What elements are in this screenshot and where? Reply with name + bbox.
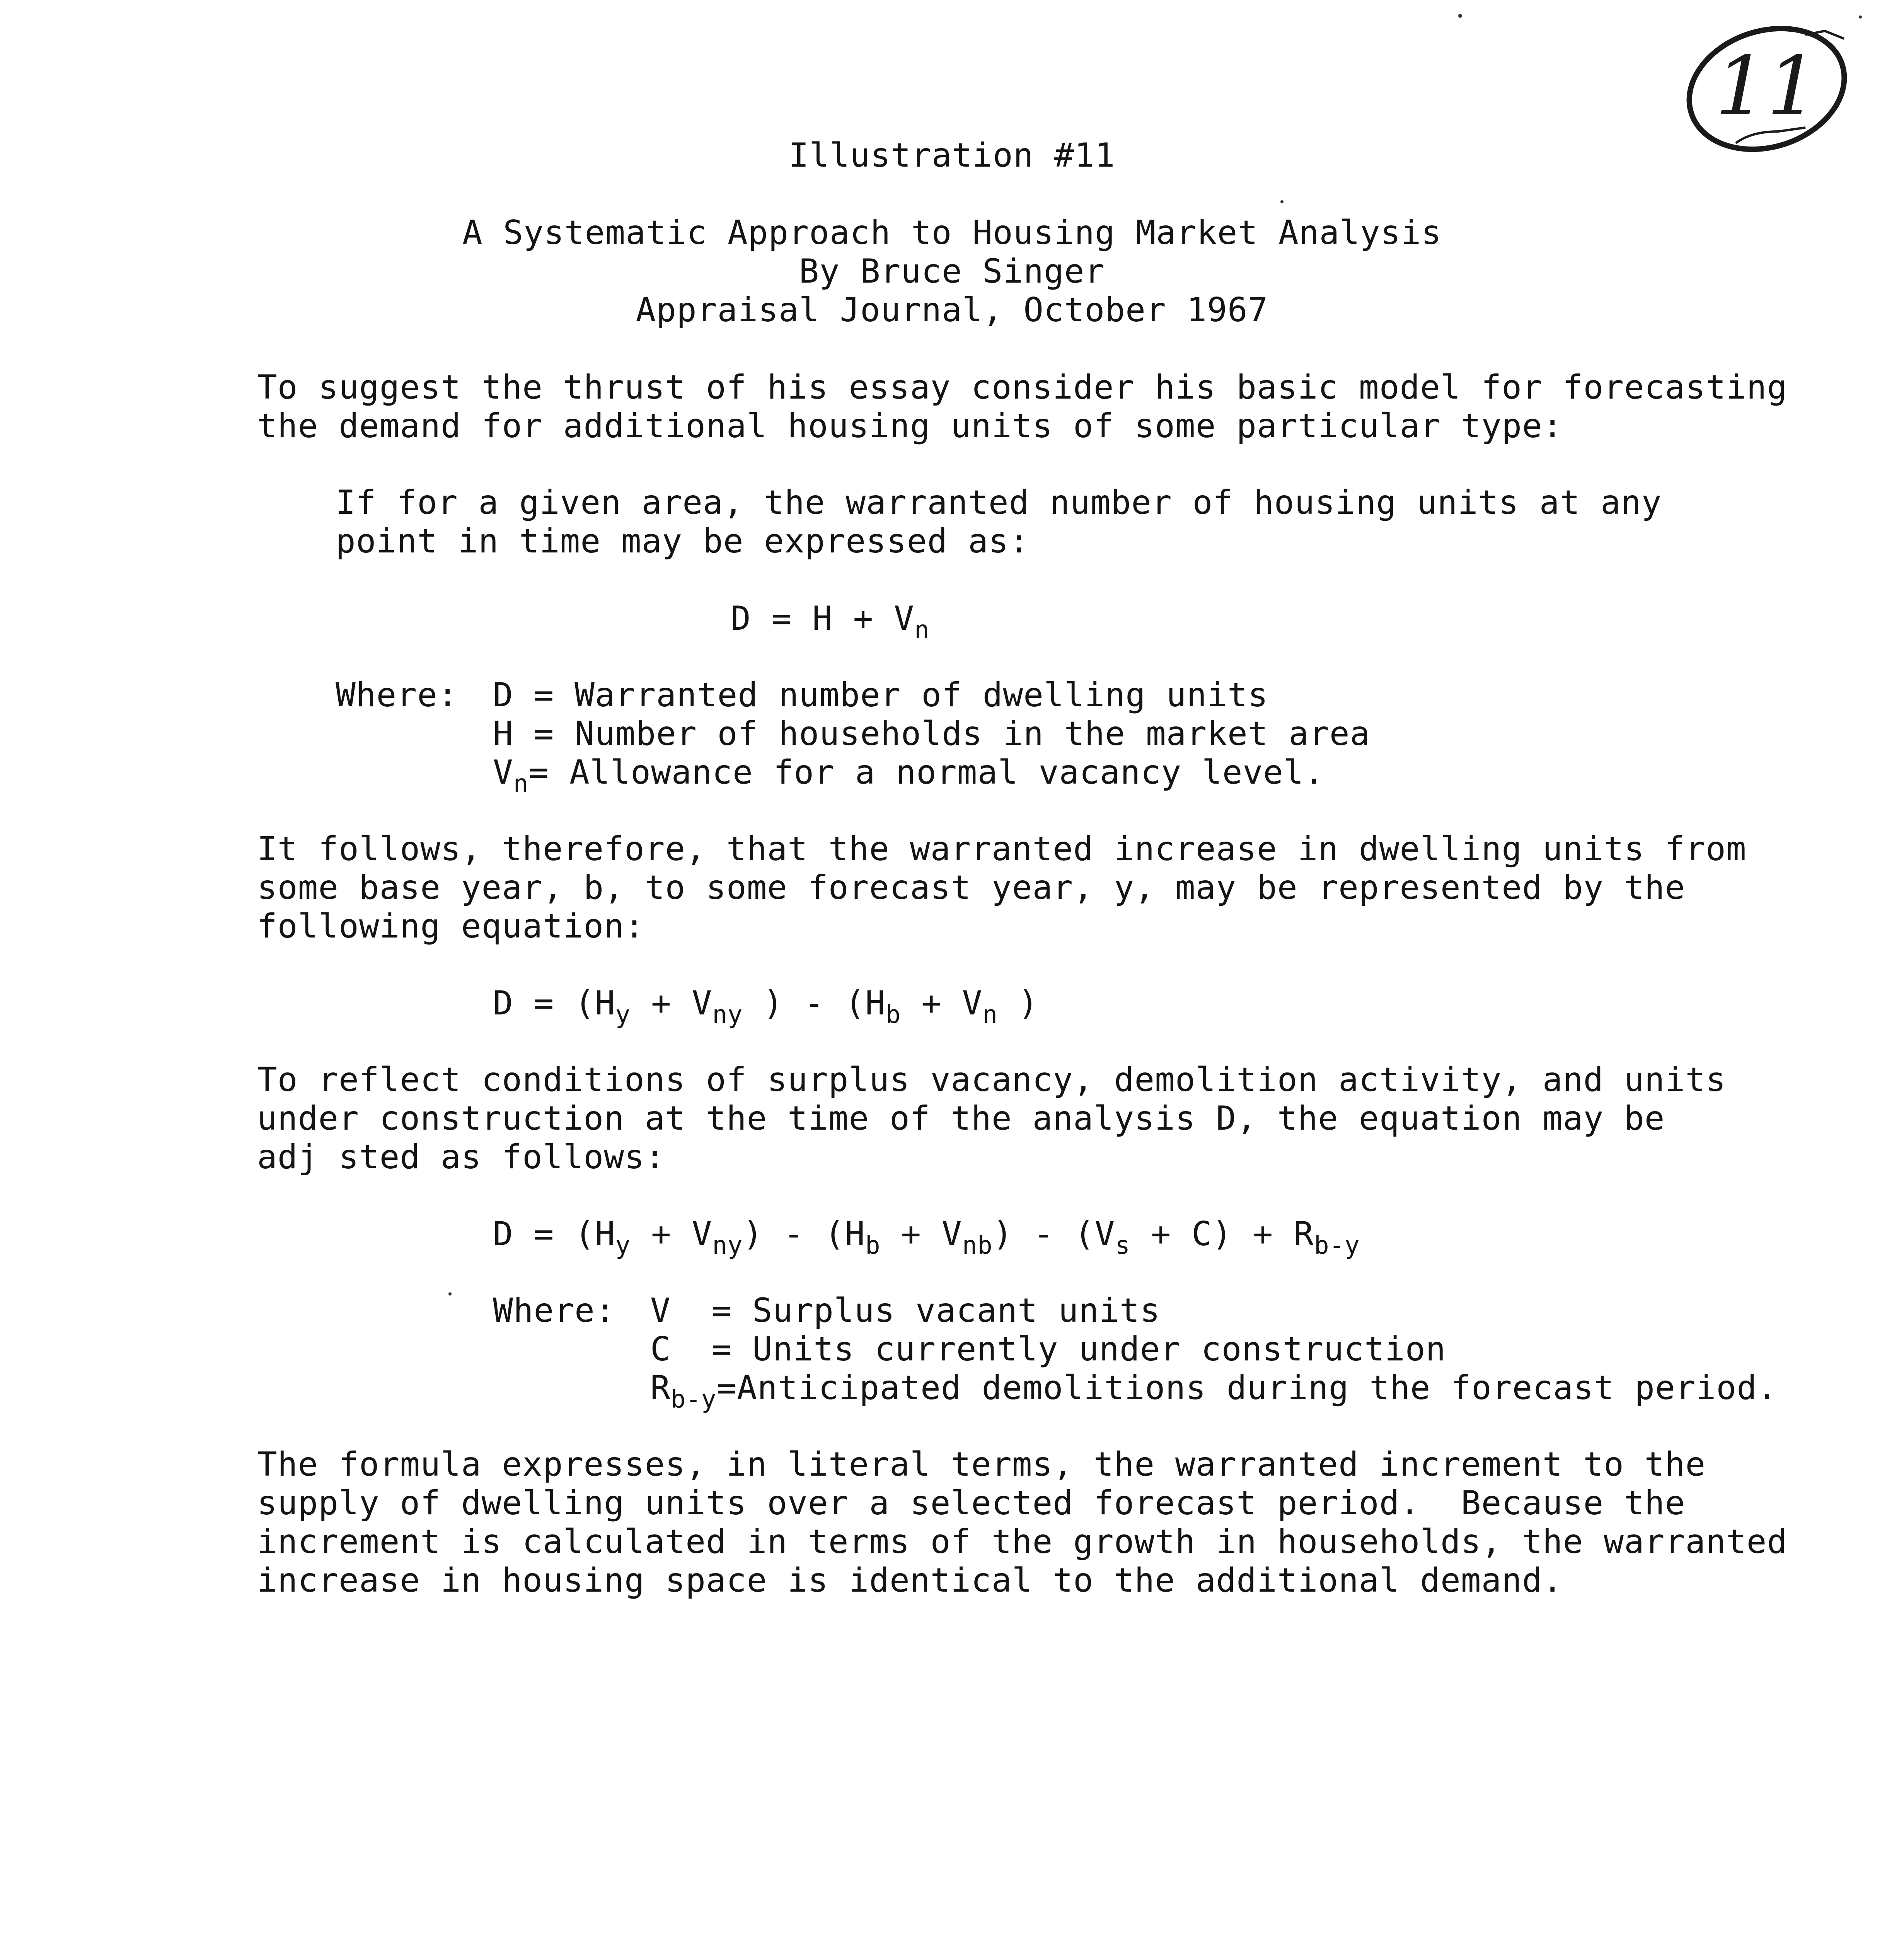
eq2-subscript: n bbox=[982, 1001, 998, 1029]
scan-speck bbox=[448, 1292, 452, 1295]
scan-speck bbox=[1280, 200, 1284, 203]
equation-increase bbox=[493, 984, 1039, 1029]
eq3-part: ) - (V bbox=[992, 1215, 1115, 1253]
eq3-part: + C) + R bbox=[1130, 1215, 1314, 1253]
conclusion-line-3: increment is calculated in terms of the growth in households, the warranted bbox=[257, 1522, 1788, 1561]
document-author: By Bruce Singer bbox=[799, 252, 1105, 291]
definition-r-symbol: R bbox=[650, 1369, 671, 1407]
definition-c: C = Units currently under construction bbox=[650, 1330, 1446, 1369]
eq3-part: + V bbox=[631, 1215, 713, 1253]
definition-vn-symbol: V bbox=[493, 753, 513, 792]
eq2-part: D = (H bbox=[493, 984, 615, 1023]
definition-v: V = Surplus vacant units bbox=[650, 1291, 1161, 1330]
intro-line-2: the demand for additional housing units of some particular type: bbox=[257, 407, 1563, 445]
follows-line-2: some base year, b, to some forecast year, y, may be represented by the bbox=[257, 868, 1686, 907]
conclusion-line-4: increase in housing space is identical to the additional demand. bbox=[257, 1561, 1563, 1600]
definition-d: D = Warranted number of dwelling units bbox=[493, 676, 1268, 714]
eq3-part: + V bbox=[880, 1215, 962, 1253]
follows-line-1: It follows, therefore, that the warranted increase in dwelling units from bbox=[257, 830, 1747, 868]
equation-adjusted bbox=[493, 1215, 1360, 1260]
eq3-part: D = (H bbox=[493, 1215, 615, 1253]
definition-vn bbox=[493, 753, 1324, 798]
document-source: Appraisal Journal, October 1967 bbox=[636, 291, 1268, 329]
scan-speck bbox=[1458, 14, 1462, 18]
eq2-subscript: y bbox=[615, 1001, 631, 1029]
follows-line-3: following equation: bbox=[257, 907, 645, 946]
eq3-subscript: nb bbox=[962, 1231, 993, 1260]
definition-vn-text: = Allowance for a normal vacancy level. bbox=[528, 753, 1324, 792]
eq3-subscript: b-y bbox=[1314, 1231, 1360, 1260]
eq2-part: + V bbox=[901, 984, 983, 1023]
conclusion-line-2: supply of dwelling units over a selected forecast period. Because the bbox=[257, 1484, 1686, 1522]
eq2-subscript: b bbox=[885, 1001, 901, 1029]
equation-basic bbox=[731, 599, 930, 644]
reflect-line-1: To reflect conditions of surplus vacancy, demolition activity, and units bbox=[257, 1060, 1726, 1099]
eq2-part: ) - (H bbox=[743, 984, 886, 1023]
document-title: A Systematic Approach to Housing Market Analysis bbox=[462, 213, 1442, 252]
equation-basic-main: D = H + V bbox=[731, 599, 914, 638]
eq3-subscript: ny bbox=[712, 1231, 743, 1260]
definition-vn-subscript: n bbox=[513, 770, 529, 798]
where-label-2: Where: bbox=[493, 1291, 615, 1330]
eq2-part: ) bbox=[997, 984, 1039, 1023]
definition-r bbox=[650, 1369, 1778, 1414]
eq3-subscript: y bbox=[615, 1231, 631, 1260]
definition-h: H = Number of households in the market area bbox=[493, 714, 1370, 753]
eq3-subscript: b bbox=[865, 1231, 881, 1260]
conclusion-line-1: The formula expresses, in literal terms, the warranted increment to the bbox=[257, 1445, 1706, 1484]
premise-line-1: If for a given area, the warranted number of housing units at any bbox=[336, 483, 1662, 522]
stamp-number: 11 bbox=[1715, 39, 1819, 133]
intro-line-1: To suggest the thrust of his essay consider his basic model for forecasting bbox=[257, 368, 1788, 407]
definition-r-text: =Anticipated demolitions during the forecast period. bbox=[716, 1369, 1778, 1407]
illustration-number: Illustration #11 bbox=[789, 136, 1115, 175]
eq3-part: ) - (H bbox=[743, 1215, 866, 1253]
definition-r-subscript: b-y bbox=[670, 1385, 717, 1414]
premise-line-2: point in time may be expressed as: bbox=[336, 522, 1030, 561]
reflect-line-3: adj sted as follows: bbox=[257, 1138, 665, 1176]
equation-basic-subscript: n bbox=[914, 616, 930, 644]
eq3-subscript: s bbox=[1115, 1231, 1130, 1260]
where-label-1: Where: bbox=[336, 676, 458, 714]
eq2-part: + V bbox=[631, 984, 713, 1023]
eq2-subscript: ny bbox=[712, 1001, 743, 1029]
scan-speck bbox=[1859, 15, 1862, 19]
reflect-line-2: under construction at the time of the analysis D, the equation may be bbox=[257, 1099, 1665, 1138]
